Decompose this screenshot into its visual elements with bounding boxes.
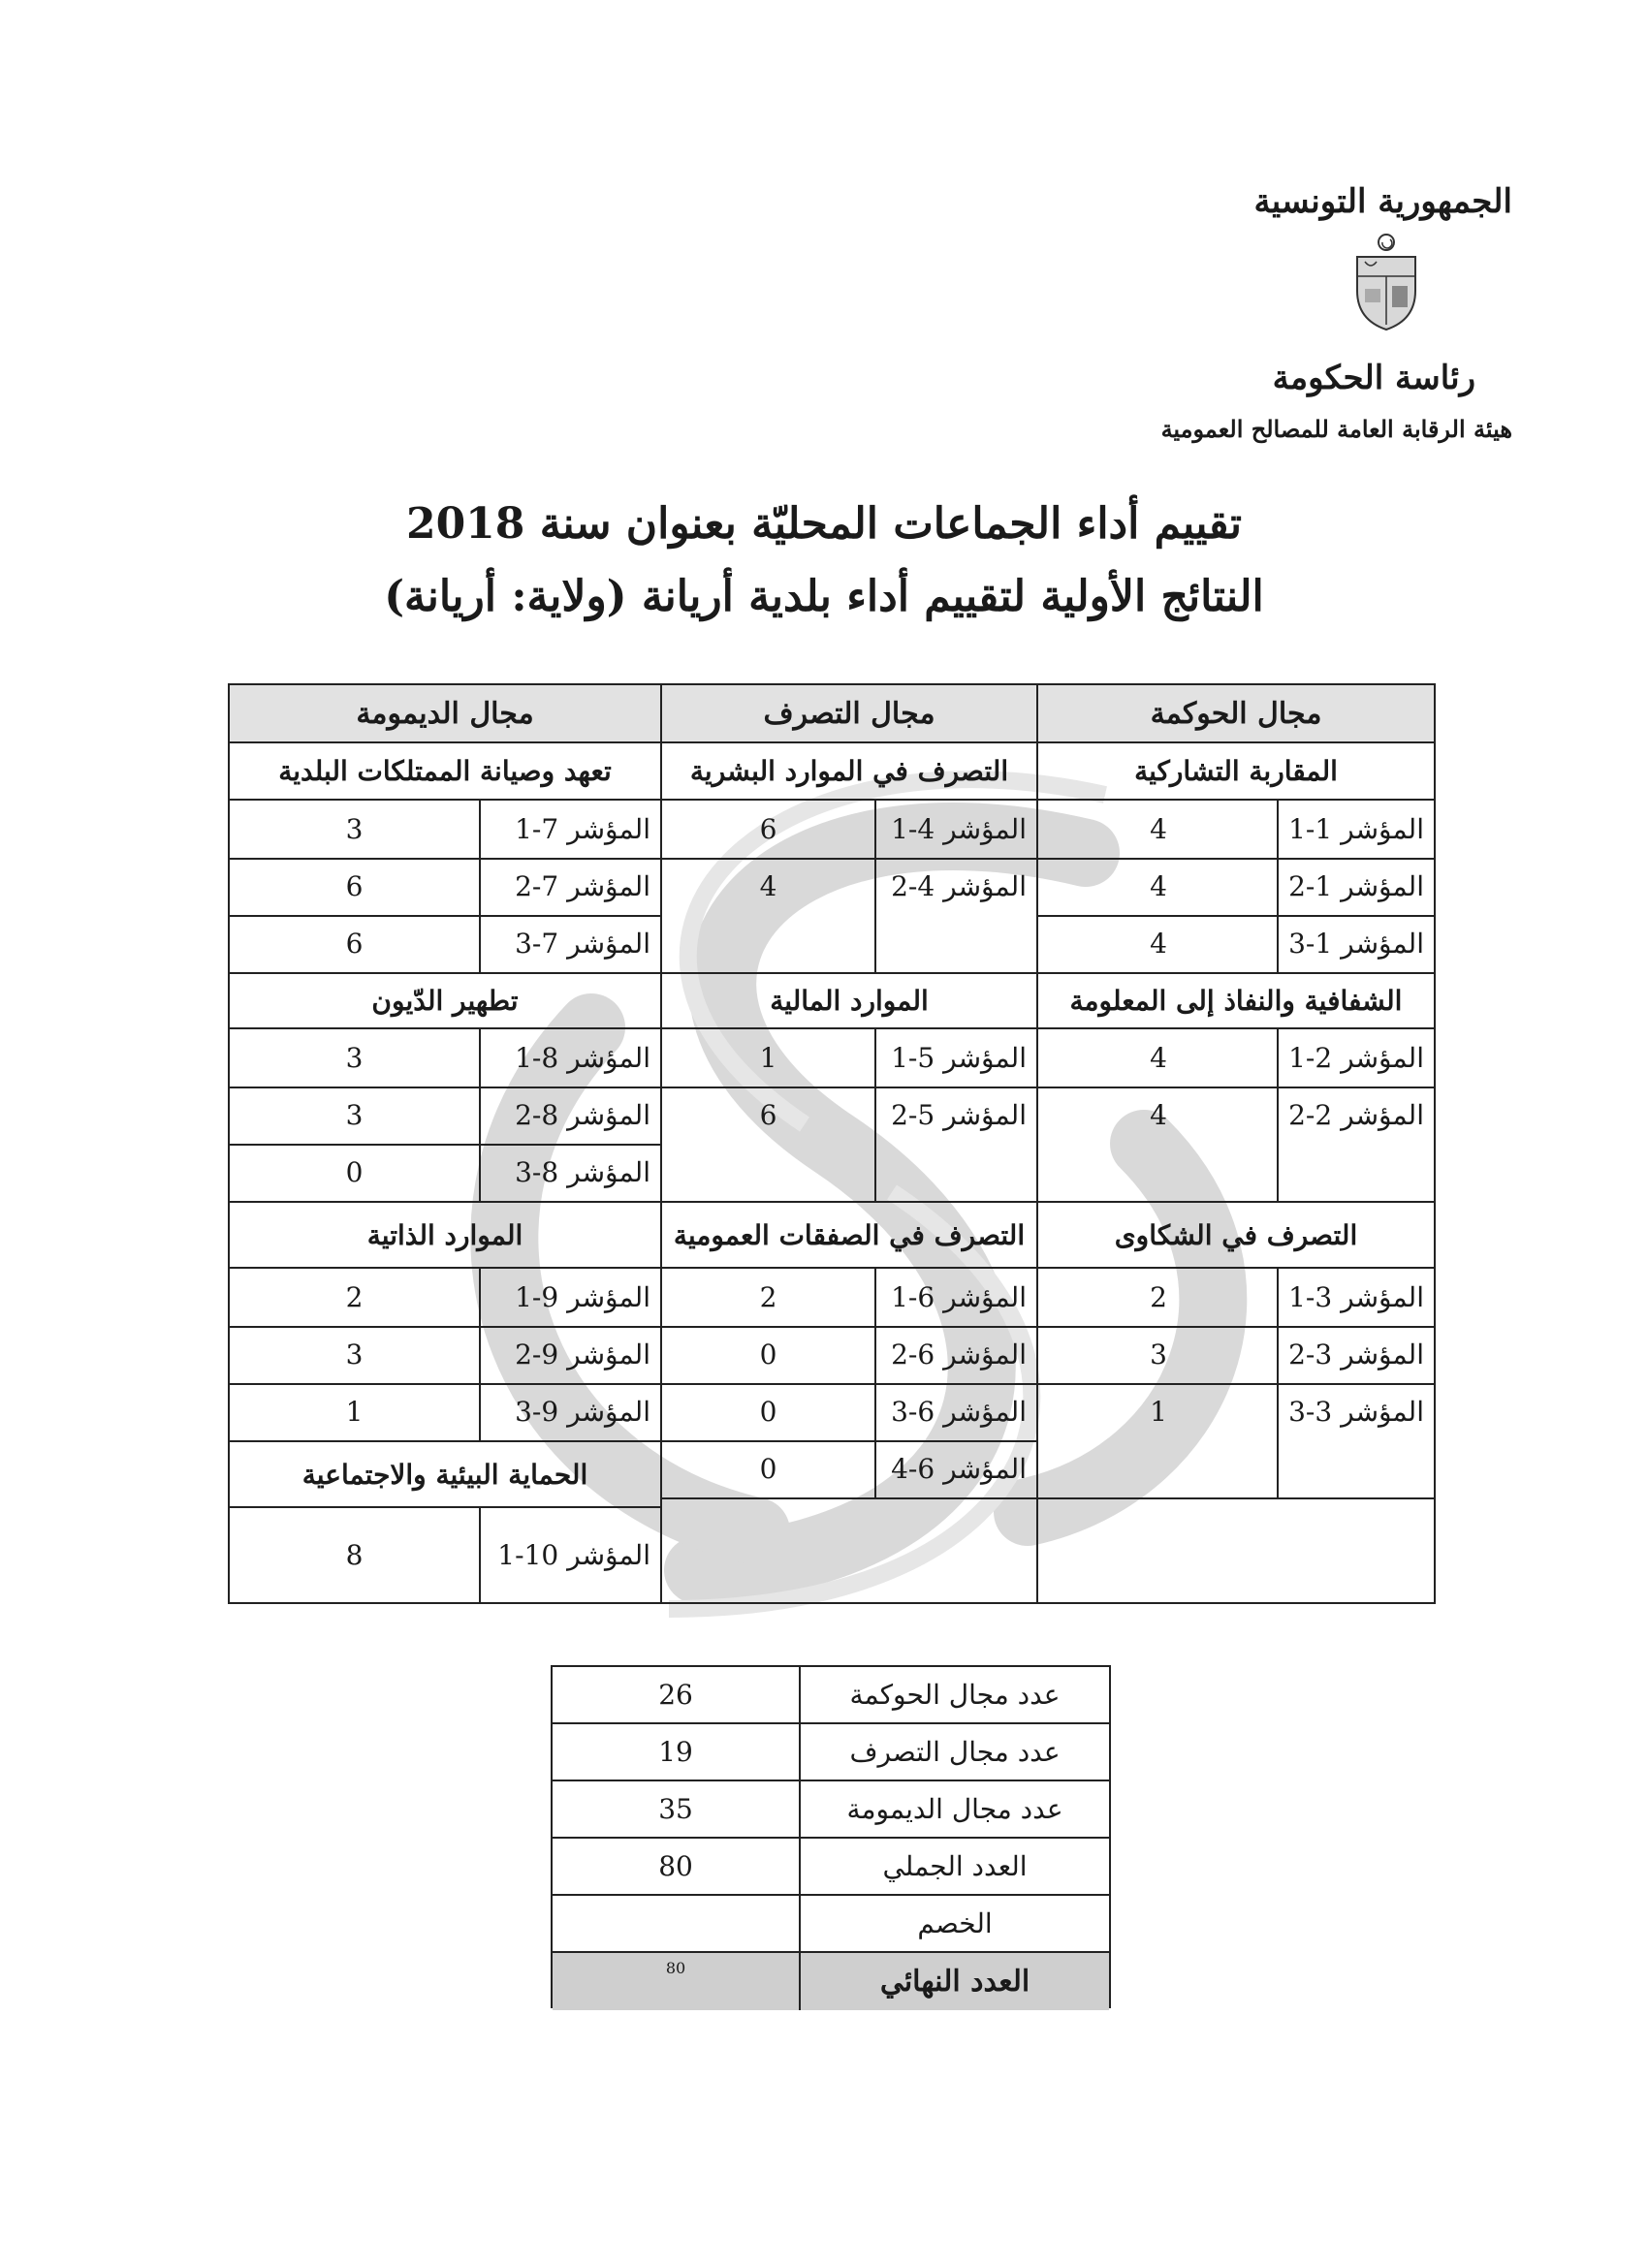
indicator-value: 4 <box>1150 928 1167 960</box>
group-title: المقاربة التشاركية <box>1038 743 1434 801</box>
indicator-label: المؤشر 5-1 <box>891 1042 1027 1074</box>
page-title: تقييم أداء الجماعات المحليّة بعنوان سنة 2018 <box>405 499 1243 549</box>
indicator-label: المؤشر 3-2 <box>1288 1339 1424 1370</box>
totals-value <box>553 1896 799 1951</box>
domain-header: مجال الحوكمة <box>1038 685 1434 743</box>
indicator-value: 4 <box>1150 870 1167 902</box>
totals-value: 80 <box>658 1850 693 1882</box>
indicator-label: المؤشر 1-3 <box>1288 928 1424 960</box>
domain-header: مجال التصرف <box>662 685 1036 743</box>
final-score-label: العدد النهائي <box>799 1953 1109 2010</box>
indicator-label: المؤشر 9-2 <box>515 1339 650 1370</box>
indicator-value: 1 <box>1150 1396 1167 1428</box>
final-score-row <box>553 1953 1109 2010</box>
government-heading: رئاسة الحكومة <box>1272 359 1475 397</box>
indicator-label: المؤشر 7-2 <box>515 870 650 902</box>
indicator-label: المؤشر 2-1 <box>1288 1042 1424 1074</box>
indicator-value: 4 <box>759 870 777 902</box>
indicator-value: 0 <box>345 1156 364 1188</box>
indicator-label: المؤشر 6-4 <box>891 1453 1027 1485</box>
sustainability-column <box>230 685 662 1602</box>
indicator-value: 3 <box>1150 1339 1167 1370</box>
authority-heading: هيئة الرقابة العامة للمصالح العمومية <box>1160 415 1512 443</box>
indicator-label: المؤشر 8-3 <box>515 1156 650 1188</box>
totals-row <box>553 1896 1109 1953</box>
indicator-value: 4 <box>1150 813 1167 845</box>
indicator-value: 6 <box>345 928 364 960</box>
group-title: التصرف في الشكاوى <box>1038 1201 1434 1269</box>
totals-value: 26 <box>658 1679 693 1711</box>
totals-label: العدد الجملي <box>799 1839 1109 1894</box>
indicator-label: المؤشر 3-3 <box>1288 1396 1424 1428</box>
domain-header: مجال الديمومة <box>230 685 660 743</box>
totals-row <box>553 1781 1109 1839</box>
indicator-label: المؤشر 8-2 <box>515 1099 650 1131</box>
indicator-label: المؤشر 4-2 <box>891 870 1027 902</box>
indicator-value: 2 <box>1150 1281 1167 1313</box>
group-title: الشفافية والنفاذ إلى المعلومة <box>1038 972 1434 1029</box>
totals-table <box>551 1665 1111 2008</box>
indicator-value: 6 <box>345 870 364 902</box>
indicator-value: 1 <box>345 1396 364 1428</box>
group-title: الموارد الذاتية <box>230 1201 660 1269</box>
indicator-label: المؤشر 9-1 <box>515 1281 650 1313</box>
indicator-value: 0 <box>759 1396 777 1428</box>
indicator-value: 3 <box>345 1042 364 1074</box>
totals-label: الخصم <box>799 1896 1109 1951</box>
indicator-value: 4 <box>1150 1042 1167 1074</box>
indicator-value: 4 <box>1150 1099 1167 1131</box>
indicator-value: 0 <box>759 1339 777 1370</box>
group-title: التصرف في الصفقات العمومية <box>662 1201 1036 1269</box>
indicator-label: المؤشر 1-2 <box>1288 870 1424 902</box>
group-title: تعهد وصيانة الممتلكات البلدية <box>230 743 660 801</box>
tunisia-coat-of-arms-icon <box>1347 233 1425 334</box>
final-score-value: 80 <box>665 1959 686 1977</box>
indicator-label: المؤشر 7-3 <box>515 928 650 960</box>
indicator-label: المؤشر 6-2 <box>891 1339 1027 1370</box>
group-title: التصرف في الموارد البشرية <box>662 743 1036 801</box>
indicator-label: المؤشر 9-3 <box>515 1396 650 1428</box>
indicator-value: 3 <box>345 813 364 845</box>
indicator-label: المؤشر 7-1 <box>515 813 650 845</box>
indicator-label: المؤشر 4-1 <box>891 813 1027 845</box>
page-subtitle: النتائج الأولية لتقييم أداء بلدية أريانة (ولاية: أريانة) <box>384 572 1264 621</box>
totals-value: 35 <box>658 1793 693 1825</box>
indicator-value: 6 <box>759 1099 777 1131</box>
indicator-value: 2 <box>345 1281 364 1313</box>
totals-row <box>553 1839 1109 1896</box>
indicator-value: 1 <box>759 1042 777 1074</box>
group-title: الحماية البيئية والاجتماعية <box>230 1440 660 1508</box>
indicator-label: المؤشر 6-3 <box>891 1396 1027 1428</box>
republic-heading: الجمهورية التونسية <box>1253 182 1512 221</box>
indicator-value: 8 <box>345 1539 364 1571</box>
indicator-label: المؤشر 3-1 <box>1288 1281 1424 1313</box>
governance-column <box>1038 685 1434 1602</box>
totals-row <box>553 1667 1109 1724</box>
indicator-value: 3 <box>345 1339 364 1370</box>
totals-label: عدد مجال الحوكمة <box>799 1667 1109 1722</box>
management-column <box>662 685 1038 1602</box>
totals-label: عدد مجال الديمومة <box>799 1781 1109 1837</box>
indicator-label: المؤشر 10-1 <box>497 1539 650 1571</box>
totals-value: 19 <box>658 1736 693 1768</box>
indicator-value: 0 <box>759 1453 777 1485</box>
totals-row <box>553 1724 1109 1781</box>
indicator-label: المؤشر 8-1 <box>515 1042 650 1074</box>
indicator-value: 6 <box>759 813 777 845</box>
evaluation-table <box>228 683 1436 1604</box>
indicator-value: 3 <box>345 1099 364 1131</box>
indicator-label: المؤشر 5-2 <box>891 1099 1027 1131</box>
indicator-label: المؤشر 2-2 <box>1288 1099 1424 1131</box>
indicator-label: المؤشر 1-1 <box>1288 813 1424 845</box>
group-title: تطهير الدّيون <box>230 972 660 1029</box>
indicator-label: المؤشر 6-1 <box>891 1281 1027 1313</box>
group-title: الموارد المالية <box>662 972 1036 1029</box>
indicator-value: 2 <box>759 1281 777 1313</box>
totals-label: عدد مجال التصرف <box>799 1724 1109 1780</box>
